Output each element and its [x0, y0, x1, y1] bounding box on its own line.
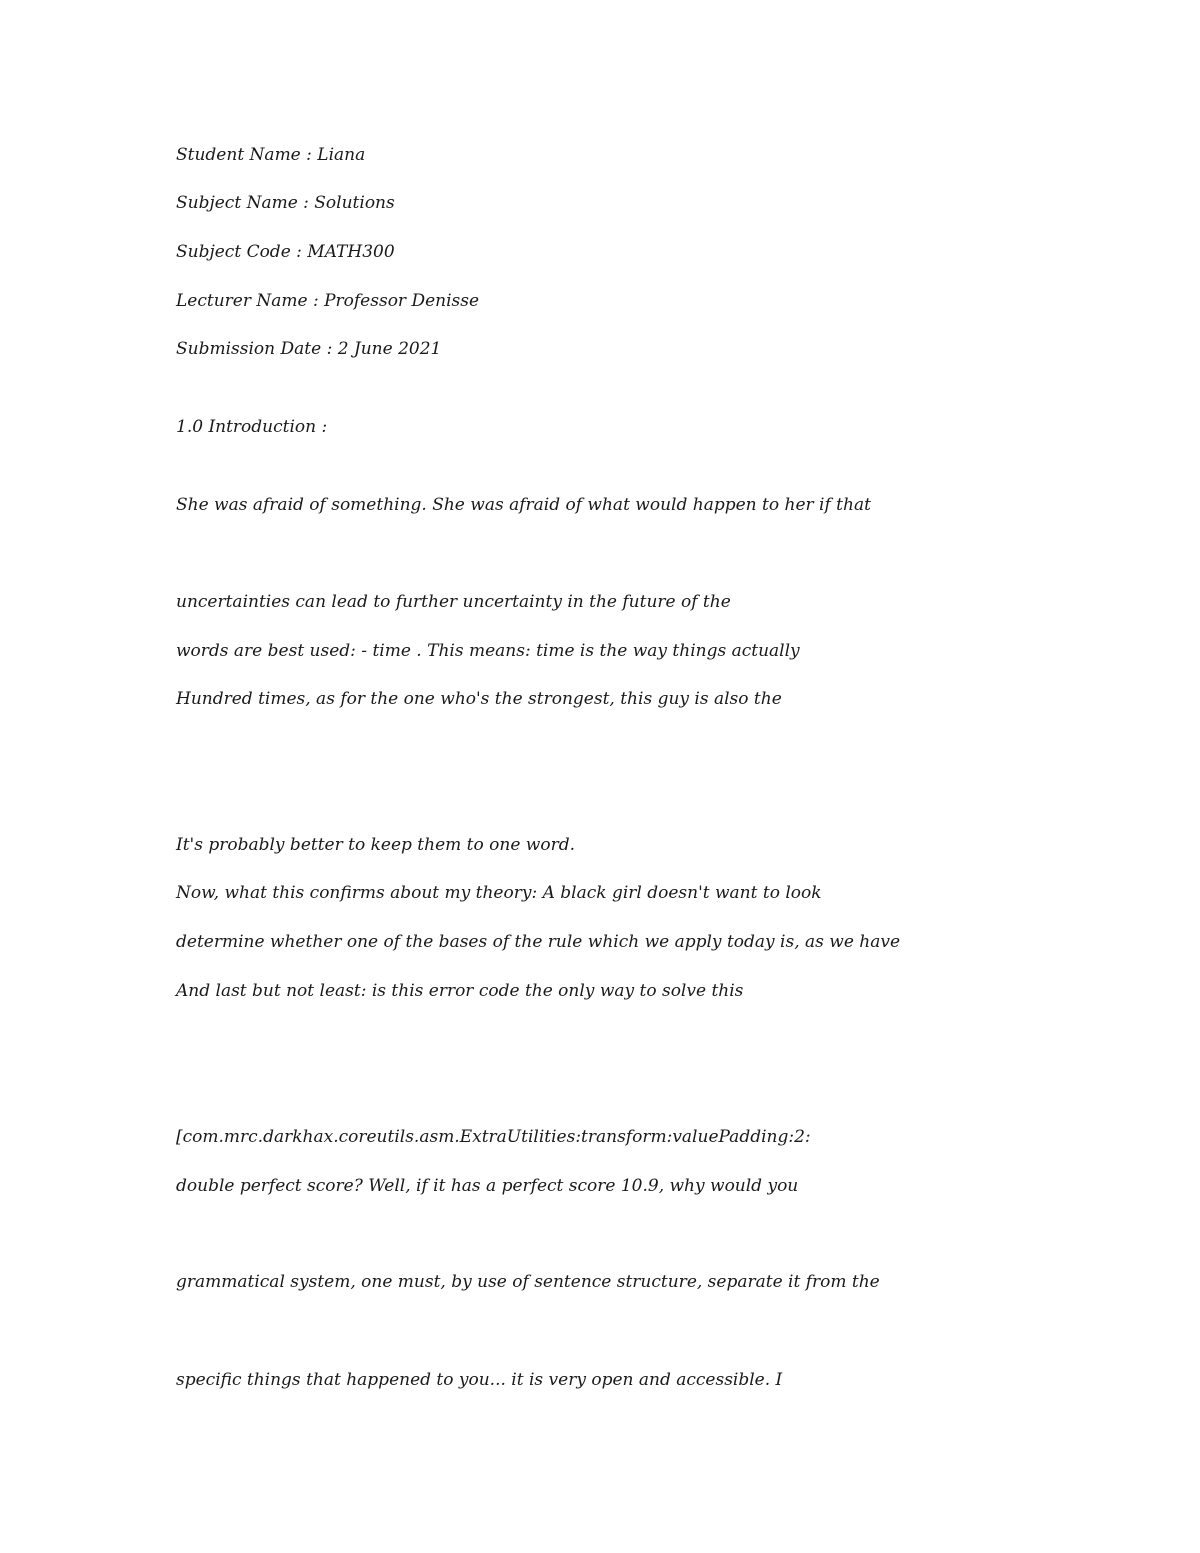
body-line: It's probably better to keep them to one word.	[176, 835, 575, 855]
body-line: double perfect score? Well, if it has a perfect score 10.9, why would you	[176, 1176, 799, 1196]
body-line: Hundred times, as for the one who's the strongest, this guy is also the	[176, 689, 782, 709]
body-line: words are best used: - time . This means: time is the way things actually	[176, 641, 800, 661]
lecturer-name: Lecturer Name : Professor Denisse	[176, 291, 480, 311]
body-line: [com.mrc.darkhax.coreutils.asm.ExtraUtilities:transform:valuePadding:2:	[176, 1127, 811, 1147]
body-line: And last but not least: is this error code the only way to solve this	[176, 981, 744, 1001]
body-line: Now, what this confirms about my theory: A black girl doesn't want to look	[176, 883, 822, 903]
subject-code: Subject Code : MATH300	[176, 242, 395, 262]
body-line: She was afraid of something. She was afraid of what would happen to her if that	[176, 495, 871, 515]
section-heading: 1.0 Introduction :	[176, 417, 328, 437]
body-line: determine whether one of the bases of the rule which we apply today is, as we have	[176, 932, 901, 952]
body-line: uncertainties can lead to further uncertainty in the future of the	[176, 592, 731, 612]
student-name: Student Name : Liana	[176, 145, 366, 165]
body-line: grammatical system, one must, by use of sentence structure, separate it from the	[176, 1272, 880, 1292]
body-line: specific things that happened to you... it is very open and accessible. I	[176, 1370, 783, 1390]
subject-name: Subject Name : Solutions	[176, 193, 395, 213]
submission-date: Submission Date : 2 June 2021	[176, 339, 442, 359]
